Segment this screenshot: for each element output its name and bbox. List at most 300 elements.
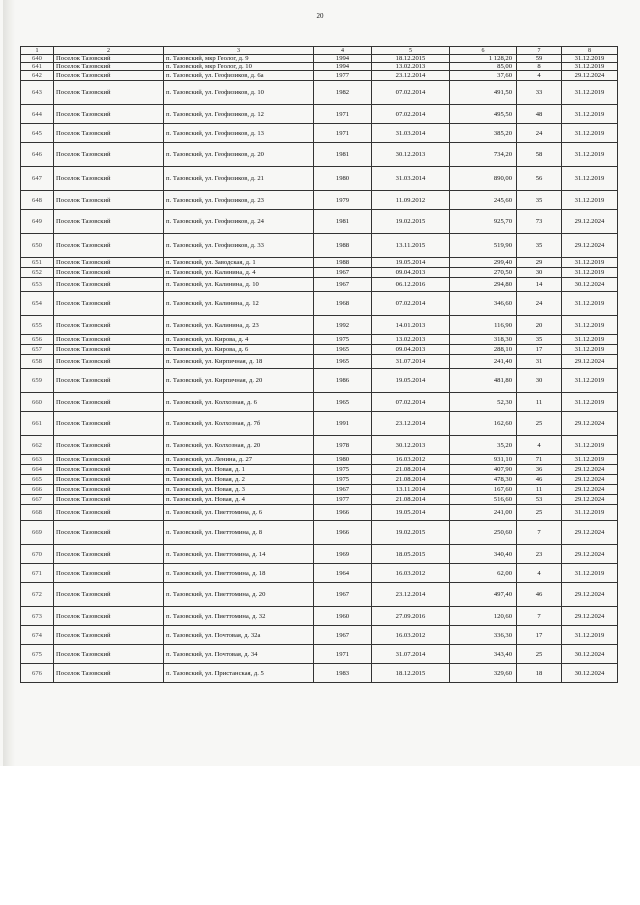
build-year-cell: 1991 xyxy=(314,412,372,436)
build-year-cell: 1977 xyxy=(314,71,372,81)
row-number: 667 xyxy=(21,495,54,505)
residents-cell: 24 xyxy=(517,292,562,316)
deadline-cell: 29.12.2024 xyxy=(562,495,618,505)
address-cell: п. Тазовский, ул. Почтовая, д. 32а xyxy=(164,626,314,645)
table-row xyxy=(21,645,618,664)
column-header: 3 xyxy=(164,47,314,55)
survey-date-cell: 19.02.2015 xyxy=(372,210,450,234)
deadline-cell: 31.12.2019 xyxy=(562,268,618,278)
address-cell: п. Тазовский, ул. Геофизиков, д. 6а xyxy=(164,71,314,81)
area-cell: 52,30 xyxy=(450,393,517,412)
residents-cell: 35 xyxy=(517,234,562,258)
residents-cell: 71 xyxy=(517,455,562,465)
table-row xyxy=(21,436,618,455)
table-row xyxy=(21,369,618,393)
build-year-cell: 1971 xyxy=(314,124,372,143)
row-number: 641 xyxy=(21,63,54,71)
residents-cell: 29 xyxy=(517,258,562,268)
row-number: 655 xyxy=(21,316,54,335)
build-year-cell: 1965 xyxy=(314,345,372,355)
build-year-cell: 1992 xyxy=(314,316,372,335)
row-number: 665 xyxy=(21,475,54,485)
build-year-cell: 1965 xyxy=(314,393,372,412)
table-row xyxy=(21,664,618,683)
row-number: 657 xyxy=(21,345,54,355)
build-year-cell: 1971 xyxy=(314,645,372,664)
column-header: 6 xyxy=(450,47,517,55)
area-cell: 478,30 xyxy=(450,475,517,485)
address-cell: п. Тазовский, ул. Новая, д. 4 xyxy=(164,495,314,505)
address-cell: п. Тазовский, ул. Геофизиков, д. 23 xyxy=(164,191,314,210)
survey-date-cell: 13.11.2015 xyxy=(372,234,450,258)
residents-cell: 73 xyxy=(517,210,562,234)
deadline-cell: 31.12.2019 xyxy=(562,345,618,355)
row-number: 654 xyxy=(21,292,54,316)
column-number-row xyxy=(21,47,618,55)
settlement-cell: Поселок Тазовский xyxy=(54,505,164,521)
deadline-cell: 31.12.2019 xyxy=(562,124,618,143)
deadline-cell: 29.12.2024 xyxy=(562,465,618,475)
row-number: 660 xyxy=(21,393,54,412)
settlement-cell: Поселок Тазовский xyxy=(54,355,164,369)
build-year-cell: 1981 xyxy=(314,210,372,234)
row-number: 647 xyxy=(21,167,54,191)
residents-cell: 30 xyxy=(517,369,562,393)
residents-cell: 20 xyxy=(517,316,562,335)
area-cell: 116,90 xyxy=(450,316,517,335)
survey-date-cell: 18.12.2015 xyxy=(372,664,450,683)
residents-cell: 30 xyxy=(517,268,562,278)
survey-date-cell: 07.02.2014 xyxy=(372,292,450,316)
row-number: 652 xyxy=(21,268,54,278)
address-cell: п. Тазовский, ул. Геофизиков, д. 20 xyxy=(164,143,314,167)
survey-date-cell: 31.03.2014 xyxy=(372,167,450,191)
build-year-cell: 1964 xyxy=(314,564,372,583)
survey-date-cell: 06.12.2016 xyxy=(372,278,450,292)
address-cell: п. Тазовский, ул. Почтовая, д. 34 xyxy=(164,645,314,664)
table-row xyxy=(21,583,618,607)
column-header: 7 xyxy=(517,47,562,55)
address-cell: п. Тазовский, ул. Геофизиков, д. 12 xyxy=(164,105,314,124)
deadline-cell: 29.12.2024 xyxy=(562,583,618,607)
row-number: 640 xyxy=(21,55,54,63)
survey-date-cell: 16.03.2012 xyxy=(372,564,450,583)
settlement-cell: Поселок Тазовский xyxy=(54,345,164,355)
build-year-cell: 1975 xyxy=(314,465,372,475)
column-header: 1 xyxy=(21,47,54,55)
residents-cell: 11 xyxy=(517,485,562,495)
build-year-cell: 1971 xyxy=(314,105,372,124)
residents-cell: 33 xyxy=(517,81,562,105)
build-year-cell: 1982 xyxy=(314,81,372,105)
table-row xyxy=(21,393,618,412)
build-year-cell: 1969 xyxy=(314,545,372,564)
deadline-cell: 29.12.2024 xyxy=(562,71,618,81)
residents-cell: 14 xyxy=(517,278,562,292)
build-year-cell: 1967 xyxy=(314,278,372,292)
table-row xyxy=(21,210,618,234)
row-number: 673 xyxy=(21,607,54,626)
settlement-cell: Поселок Тазовский xyxy=(54,495,164,505)
deadline-cell: 29.12.2024 xyxy=(562,521,618,545)
page-number: 20 xyxy=(316,12,324,20)
build-year-cell: 1960 xyxy=(314,607,372,626)
area-cell: 270,50 xyxy=(450,268,517,278)
build-year-cell: 1988 xyxy=(314,258,372,268)
row-number: 662 xyxy=(21,436,54,455)
address-cell: п. Тазовский, ул. Новая, д. 3 xyxy=(164,485,314,495)
table-row xyxy=(21,545,618,564)
address-cell: п. Тазовский, ул. Кирова, д. 4 xyxy=(164,335,314,345)
deadline-cell: 29.12.2024 xyxy=(562,355,618,369)
settlement-cell: Поселок Тазовский xyxy=(54,465,164,475)
area-cell: 516,60 xyxy=(450,495,517,505)
settlement-cell: Поселок Тазовский xyxy=(54,71,164,81)
survey-date-cell: 18.12.2015 xyxy=(372,55,450,63)
row-number: 674 xyxy=(21,626,54,645)
area-cell: 734,20 xyxy=(450,143,517,167)
address-cell: п. Тазовский, ул. Калинина, д. 4 xyxy=(164,268,314,278)
row-number: 672 xyxy=(21,583,54,607)
deadline-cell: 31.12.2019 xyxy=(562,455,618,465)
build-year-cell: 1967 xyxy=(314,268,372,278)
deadline-cell: 29.12.2024 xyxy=(562,210,618,234)
survey-date-cell: 16.03.2012 xyxy=(372,626,450,645)
row-number: 676 xyxy=(21,664,54,683)
deadline-cell: 31.12.2019 xyxy=(562,316,618,335)
settlement-cell: Поселок Тазовский xyxy=(54,664,164,683)
settlement-cell: Поселок Тазовский xyxy=(54,210,164,234)
area-cell: 288,10 xyxy=(450,345,517,355)
settlement-cell: Поселок Тазовский xyxy=(54,124,164,143)
area-cell: 491,50 xyxy=(450,81,517,105)
residents-cell: 25 xyxy=(517,505,562,521)
table-row xyxy=(21,191,618,210)
table-row xyxy=(21,278,618,292)
survey-date-cell: 23.12.2014 xyxy=(372,412,450,436)
table-row xyxy=(21,495,618,505)
build-year-cell: 1980 xyxy=(314,455,372,465)
deadline-cell: 31.12.2019 xyxy=(562,167,618,191)
residents-cell: 4 xyxy=(517,436,562,455)
build-year-cell: 1983 xyxy=(314,664,372,683)
row-number: 669 xyxy=(21,521,54,545)
residents-cell: 18 xyxy=(517,664,562,683)
survey-date-cell: 09.04.2013 xyxy=(372,268,450,278)
settlement-cell: Поселок Тазовский xyxy=(54,521,164,545)
residents-cell: 4 xyxy=(517,71,562,81)
housing-register-table xyxy=(20,46,618,683)
build-year-cell: 1988 xyxy=(314,234,372,258)
area-cell: 336,30 xyxy=(450,626,517,645)
deadline-cell: 31.12.2019 xyxy=(562,55,618,63)
address-cell: п. Тазовский, ул. Новая, д. 1 xyxy=(164,465,314,475)
address-cell: п. Тазовский, ул. Геофизиков, д. 10 xyxy=(164,81,314,105)
area-cell: 931,10 xyxy=(450,455,517,465)
deadline-cell: 31.12.2019 xyxy=(562,63,618,71)
table-row xyxy=(21,521,618,545)
deadline-cell: 31.12.2019 xyxy=(562,143,618,167)
residents-cell: 7 xyxy=(517,521,562,545)
row-number: 664 xyxy=(21,465,54,475)
area-cell: 162,60 xyxy=(450,412,517,436)
address-cell: п. Тазовский, ул. Калинина, д. 12 xyxy=(164,292,314,316)
address-cell: п. Тазовский, ул. Колхозная, д. 20 xyxy=(164,436,314,455)
table-row xyxy=(21,412,618,436)
residents-cell: 17 xyxy=(517,626,562,645)
table-row xyxy=(21,355,618,369)
deadline-cell: 31.12.2019 xyxy=(562,335,618,345)
table-row xyxy=(21,71,618,81)
survey-date-cell: 31.07.2014 xyxy=(372,645,450,664)
residents-cell: 4 xyxy=(517,564,562,583)
residents-cell: 24 xyxy=(517,124,562,143)
area-cell: 167,60 xyxy=(450,485,517,495)
settlement-cell: Поселок Тазовский xyxy=(54,63,164,71)
area-cell: 519,90 xyxy=(450,234,517,258)
settlement-cell: Поселок Тазовский xyxy=(54,436,164,455)
residents-cell: 7 xyxy=(517,607,562,626)
area-cell: 299,40 xyxy=(450,258,517,268)
address-cell: п. Тазовский, ул. Пиеттомина, д. 14 xyxy=(164,545,314,564)
settlement-cell: Поселок Тазовский xyxy=(54,55,164,63)
area-cell: 385,20 xyxy=(450,124,517,143)
residents-cell: 48 xyxy=(517,105,562,124)
table-row xyxy=(21,475,618,485)
row-number: 659 xyxy=(21,369,54,393)
residents-cell: 11 xyxy=(517,393,562,412)
survey-date-cell: 31.07.2014 xyxy=(372,355,450,369)
address-cell: п. Тазовский, ул. Кирова, д. 6 xyxy=(164,345,314,355)
address-cell: п. Тазовский, ул. Пристанская, д. 5 xyxy=(164,664,314,683)
survey-date-cell: 07.02.2014 xyxy=(372,81,450,105)
settlement-cell: Поселок Тазовский xyxy=(54,564,164,583)
row-number: 656 xyxy=(21,335,54,345)
build-year-cell: 1994 xyxy=(314,63,372,71)
area-cell: 37,60 xyxy=(450,71,517,81)
survey-date-cell: 13.11.2014 xyxy=(372,485,450,495)
table-row xyxy=(21,143,618,167)
settlement-cell: Поселок Тазовский xyxy=(54,105,164,124)
address-cell: п. Тазовский, ул. Геофизиков, д. 24 xyxy=(164,210,314,234)
area-cell: 343,40 xyxy=(450,645,517,664)
build-year-cell: 1979 xyxy=(314,191,372,210)
table-row xyxy=(21,485,618,495)
row-number: 658 xyxy=(21,355,54,369)
deadline-cell: 29.12.2024 xyxy=(562,607,618,626)
area-cell: 346,60 xyxy=(450,292,517,316)
address-cell: п. Тазовский, ул. Пиеттомина, д. 20 xyxy=(164,583,314,607)
area-cell: 245,60 xyxy=(450,191,517,210)
survey-date-cell: 11.09.2012 xyxy=(372,191,450,210)
build-year-cell: 1978 xyxy=(314,436,372,455)
address-cell: п. Тазовский, ул. Заводская, д. 1 xyxy=(164,258,314,268)
table-row xyxy=(21,345,618,355)
area-cell: 495,50 xyxy=(450,105,517,124)
address-cell: п. Тазовский, ул. Колхозная, д. 7б xyxy=(164,412,314,436)
area-cell: 241,00 xyxy=(450,505,517,521)
area-cell: 250,60 xyxy=(450,521,517,545)
table-row xyxy=(21,564,618,583)
survey-date-cell: 30.12.2013 xyxy=(372,436,450,455)
address-cell: п. Тазовский, мкр Геолог, д. 9 xyxy=(164,55,314,63)
row-number: 668 xyxy=(21,505,54,521)
deadline-cell: 30.12.2024 xyxy=(562,278,618,292)
table-row xyxy=(21,465,618,475)
row-number: 646 xyxy=(21,143,54,167)
survey-date-cell: 13.02.2013 xyxy=(372,335,450,345)
address-cell: п. Тазовский, ул. Кирпичная, д. 18 xyxy=(164,355,314,369)
settlement-cell: Поселок Тазовский xyxy=(54,485,164,495)
row-number: 653 xyxy=(21,278,54,292)
build-year-cell: 1994 xyxy=(314,55,372,63)
build-year-cell: 1977 xyxy=(314,495,372,505)
build-year-cell: 1975 xyxy=(314,475,372,485)
settlement-cell: Поселок Тазовский xyxy=(54,645,164,664)
area-cell: 1 128,20 xyxy=(450,55,517,63)
settlement-cell: Поселок Тазовский xyxy=(54,278,164,292)
settlement-cell: Поселок Тазовский xyxy=(54,475,164,485)
build-year-cell: 1986 xyxy=(314,369,372,393)
residents-cell: 25 xyxy=(517,645,562,664)
survey-date-cell: 07.02.2014 xyxy=(372,393,450,412)
settlement-cell: Поселок Тазовский xyxy=(54,316,164,335)
survey-date-cell: 16.03.2012 xyxy=(372,455,450,465)
residents-cell: 58 xyxy=(517,143,562,167)
area-cell: 481,80 xyxy=(450,369,517,393)
table-body xyxy=(21,55,618,683)
area-cell: 407,90 xyxy=(450,465,517,475)
deadline-cell: 31.12.2019 xyxy=(562,564,618,583)
area-cell: 35,20 xyxy=(450,436,517,455)
settlement-cell: Поселок Тазовский xyxy=(54,626,164,645)
address-cell: п. Тазовский, ул. Пиеттомина, д. 8 xyxy=(164,521,314,545)
settlement-cell: Поселок Тазовский xyxy=(54,167,164,191)
address-cell: п. Тазовский, ул. Геофизиков, д. 33 xyxy=(164,234,314,258)
survey-date-cell: 19.05.2014 xyxy=(372,505,450,521)
residents-cell: 8 xyxy=(517,63,562,71)
settlement-cell: Поселок Тазовский xyxy=(54,292,164,316)
deadline-cell: 30.12.2024 xyxy=(562,664,618,683)
scan-binding-edge xyxy=(3,0,15,766)
survey-date-cell: 19.05.2014 xyxy=(372,258,450,268)
area-cell: 241,40 xyxy=(450,355,517,369)
row-number: 663 xyxy=(21,455,54,465)
survey-date-cell: 19.02.2015 xyxy=(372,521,450,545)
build-year-cell: 1967 xyxy=(314,583,372,607)
row-number: 671 xyxy=(21,564,54,583)
address-cell: п. Тазовский, ул. Ленина, д. 27 xyxy=(164,455,314,465)
build-year-cell: 1967 xyxy=(314,626,372,645)
table-row xyxy=(21,55,618,63)
deadline-cell: 29.12.2024 xyxy=(562,485,618,495)
area-cell: 329,60 xyxy=(450,664,517,683)
survey-date-cell: 31.03.2014 xyxy=(372,124,450,143)
table-row xyxy=(21,167,618,191)
residents-cell: 35 xyxy=(517,335,562,345)
row-number: 643 xyxy=(21,81,54,105)
table-row xyxy=(21,81,618,105)
row-number: 651 xyxy=(21,258,54,268)
survey-date-cell: 19.05.2014 xyxy=(372,369,450,393)
table-row xyxy=(21,124,618,143)
settlement-cell: Поселок Тазовский xyxy=(54,545,164,564)
deadline-cell: 29.12.2024 xyxy=(562,545,618,564)
address-cell: п. Тазовский, ул. Геофизиков, д. 21 xyxy=(164,167,314,191)
table-row xyxy=(21,455,618,465)
build-year-cell: 1981 xyxy=(314,143,372,167)
settlement-cell: Поселок Тазовский xyxy=(54,191,164,210)
address-cell: п. Тазовский, мкр Геолог, д. 10 xyxy=(164,63,314,71)
residents-cell: 53 xyxy=(517,495,562,505)
survey-date-cell: 21.08.2014 xyxy=(372,495,450,505)
settlement-cell: Поселок Тазовский xyxy=(54,412,164,436)
residents-cell: 56 xyxy=(517,167,562,191)
survey-date-cell: 18.05.2015 xyxy=(372,545,450,564)
deadline-cell: 31.12.2019 xyxy=(562,626,618,645)
settlement-cell: Поселок Тазовский xyxy=(54,258,164,268)
table-row xyxy=(21,234,618,258)
survey-date-cell: 21.08.2014 xyxy=(372,475,450,485)
area-cell: 120,60 xyxy=(450,607,517,626)
area-cell: 318,30 xyxy=(450,335,517,345)
address-cell: п. Тазовский, ул. Геофизиков, д. 13 xyxy=(164,124,314,143)
residents-cell: 25 xyxy=(517,412,562,436)
survey-date-cell: 21.08.2014 xyxy=(372,465,450,475)
table-row xyxy=(21,63,618,71)
settlement-cell: Поселок Тазовский xyxy=(54,143,164,167)
settlement-cell: Поселок Тазовский xyxy=(54,81,164,105)
residents-cell: 46 xyxy=(517,475,562,485)
settlement-cell: Поселок Тазовский xyxy=(54,583,164,607)
address-cell: п. Тазовский, ул. Пиеттомина, д. 6 xyxy=(164,505,314,521)
address-cell: п. Тазовский, ул. Пиеттомина, д. 18 xyxy=(164,564,314,583)
survey-date-cell: 13.02.2013 xyxy=(372,63,450,71)
build-year-cell: 1968 xyxy=(314,292,372,316)
settlement-cell: Поселок Тазовский xyxy=(54,607,164,626)
table-row xyxy=(21,335,618,345)
residents-cell: 36 xyxy=(517,465,562,475)
address-cell: п. Тазовский, ул. Новая, д. 2 xyxy=(164,475,314,485)
deadline-cell: 30.12.2024 xyxy=(562,645,618,664)
area-cell: 85,00 xyxy=(450,63,517,71)
column-header: 4 xyxy=(314,47,372,55)
row-number: 644 xyxy=(21,105,54,124)
table-row xyxy=(21,607,618,626)
settlement-cell: Поселок Тазовский xyxy=(54,335,164,345)
address-cell: п. Тазовский, ул. Колхозная, д. 6 xyxy=(164,393,314,412)
column-header: 5 xyxy=(372,47,450,55)
area-cell: 925,70 xyxy=(450,210,517,234)
row-number: 670 xyxy=(21,545,54,564)
build-year-cell: 1966 xyxy=(314,521,372,545)
deadline-cell: 31.12.2019 xyxy=(562,191,618,210)
row-number: 649 xyxy=(21,210,54,234)
table-row xyxy=(21,505,618,521)
survey-date-cell: 27.09.2016 xyxy=(372,607,450,626)
build-year-cell: 1966 xyxy=(314,505,372,521)
settlement-cell: Поселок Тазовский xyxy=(54,393,164,412)
residents-cell: 23 xyxy=(517,545,562,564)
column-header: 2 xyxy=(54,47,164,55)
row-number: 675 xyxy=(21,645,54,664)
table-row xyxy=(21,258,618,268)
deadline-cell: 31.12.2019 xyxy=(562,505,618,521)
build-year-cell: 1967 xyxy=(314,485,372,495)
residents-cell: 46 xyxy=(517,583,562,607)
survey-date-cell: 14.01.2013 xyxy=(372,316,450,335)
deadline-cell: 29.12.2024 xyxy=(562,475,618,485)
